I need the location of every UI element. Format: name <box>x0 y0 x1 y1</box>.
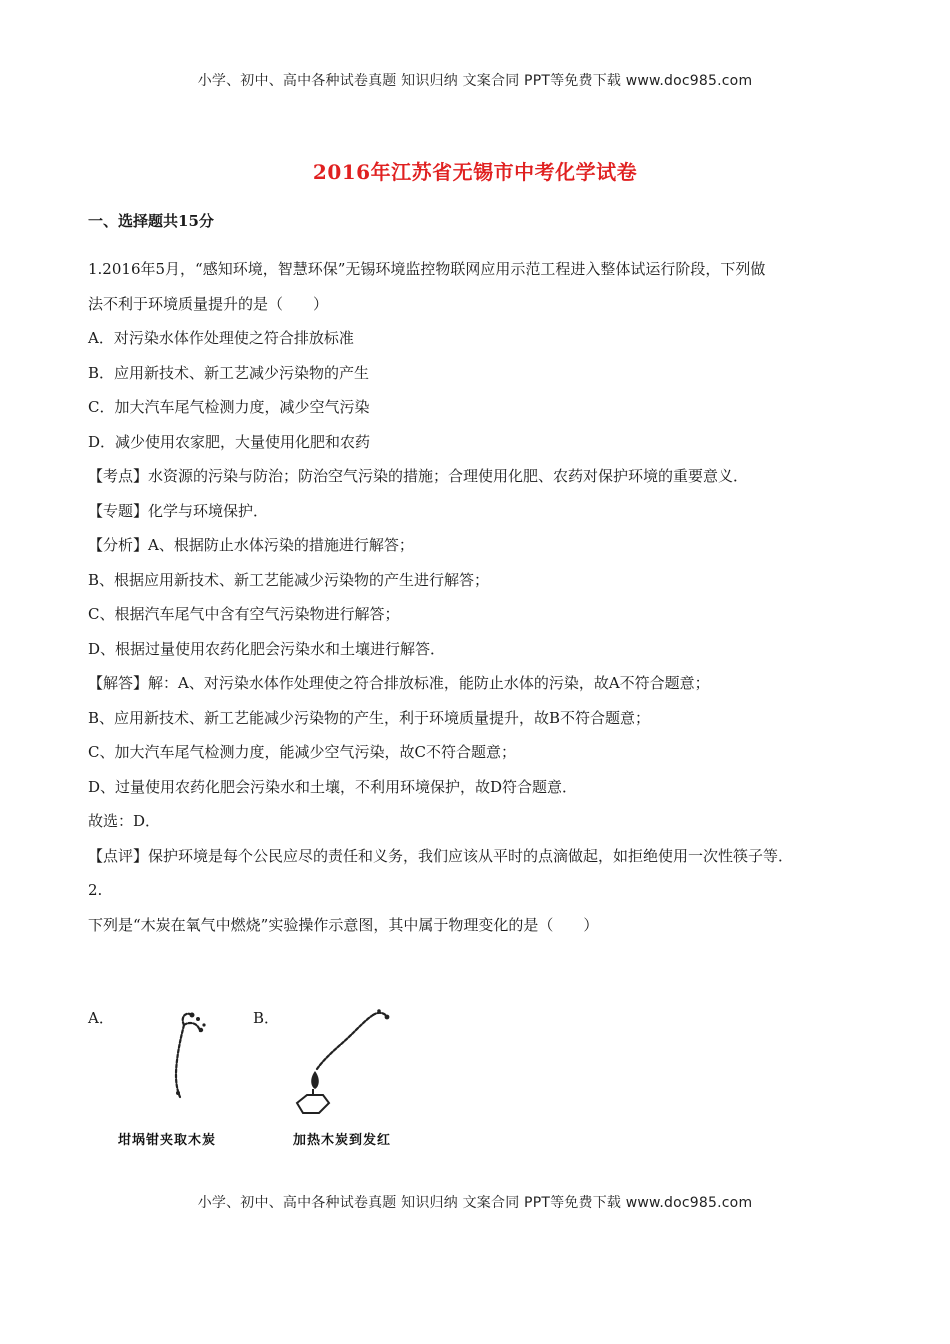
q2-figure-a-caption: 坩埚钳夹取木炭 <box>118 1133 217 1148</box>
q1-option-d: D．减少使用农家肥，大量使用化肥和农药 <box>88 432 371 451</box>
q1-stem-line1: 1.2016年5月，“感知环境，智慧环保”无锡环境监控物联网应用示范工程进入整体试运行阶段，下列做 <box>88 260 766 278</box>
q2-figure-b <box>293 1005 413 1148</box>
q2-figure-row <box>88 1005 508 1155</box>
document-title: 2016年江苏省无锡市中考化学试卷 <box>312 160 638 184</box>
q1-stem-line2: 法不利于环境质量提升的是（ ） <box>88 294 329 313</box>
q1-jieda-2: B、应用新技术、新工艺能减少污染物的产生，利于环境质量提升，故B不符合题意； <box>88 708 651 727</box>
q1-dianping: 【点评】保护环境是每个公民应尽的责任和义务，我们应该从平时的点滴做起，如拒绝使用一次性筷子等． <box>88 846 794 865</box>
page-header: 小学、初中、高中各种试卷真题 知识归纳 文案合同 PPT等免费下载 www.doc985.com <box>197 73 753 89</box>
q1-fenxi-1: 【分析】A、根据防止水体污染的措施进行解答； <box>88 536 414 554</box>
section-heading: 一、选择题共15分 <box>88 212 214 230</box>
q1-option-a: A．对污染水体作处理使之符合排放标准 <box>88 329 354 347</box>
q2-figure-a <box>118 1005 238 1148</box>
crucible-tongs-charcoal-icon <box>118 1005 238 1127</box>
q1-fenxi-2: B、根据应用新技术、新工艺能减少污染物的产生进行解答； <box>88 570 490 589</box>
q2-stem: 下列是“木炭在氧气中燃烧”实验操作示意图，其中属于物理变化的是（ ） <box>88 915 599 934</box>
q2-figure-b-caption: 加热木炭到发红 <box>293 1133 392 1148</box>
q1-option-c: C．加大汽车尾气检测力度，减少空气污染 <box>88 398 370 416</box>
alcohol-lamp-heating-icon <box>293 1005 413 1127</box>
q1-jieda-3: C、加大汽车尾气检测力度，能减少空气污染，故C不符合题意； <box>88 743 516 761</box>
q1-fenxi-4: D、根据过量使用农药化肥会污染水和土壤进行解答． <box>88 639 446 658</box>
question-body <box>88 252 878 942</box>
q1-option-b: B．应用新技术、新工艺减少污染物的产生 <box>88 363 370 382</box>
q2-number: 2. <box>88 881 103 899</box>
q2-option-a-label: A． <box>88 1009 114 1027</box>
q1-kaodian: 【考点】水资源的污染与防治；防治空气污染的措施；合理使用化肥、农药对保护环境的重要意义． <box>88 467 749 485</box>
q2-option-b-label: B． <box>253 1009 280 1027</box>
q1-jieda-1: 【解答】解：A、对污染水体作处理使之符合排放标准，能防止水体的污染，故A不符合题意； <box>88 674 710 692</box>
page-footer: 小学、初中、高中各种试卷真题 知识归纳 文案合同 PPT等免费下载 www.doc985.com <box>197 1195 753 1211</box>
q1-fenxi-3: C、根据汽车尾气中含有空气污染物进行解答； <box>88 605 400 623</box>
q1-answer: 故选：D． <box>88 812 161 830</box>
q1-jieda-4: D、过量使用农药化肥会污染水和土壤，不利用环境保护，故D符合题意． <box>88 777 578 796</box>
q1-zhuanti: 【专题】化学与环境保护． <box>88 501 269 520</box>
